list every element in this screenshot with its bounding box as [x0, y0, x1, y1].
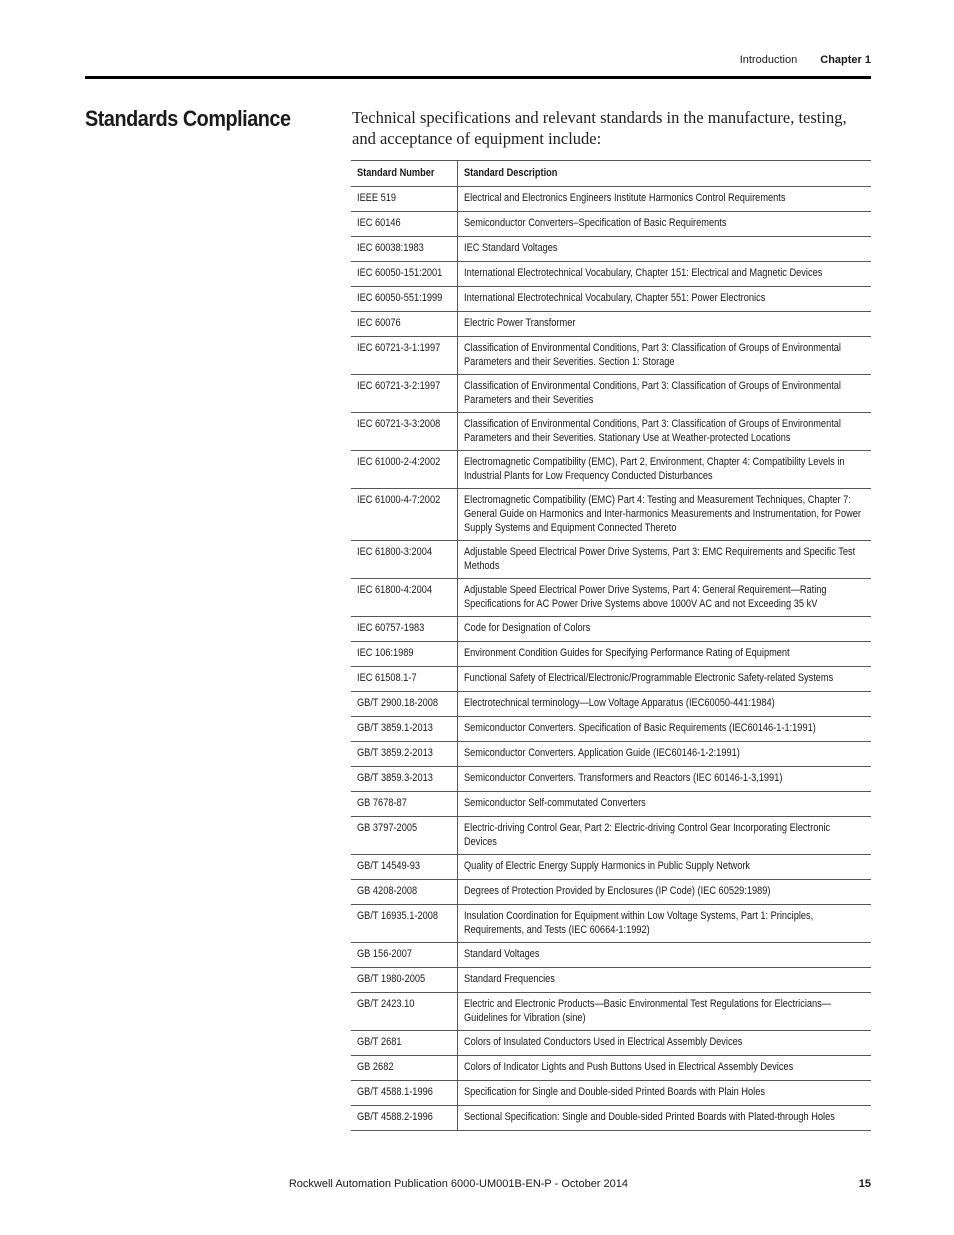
standard-description: Electrotechnical terminology—Low Voltage Apparatus (IEC60050-441:1984): [457, 692, 871, 717]
standard-description: Code for Designation of Colors: [457, 617, 871, 642]
table-row: [351, 968, 871, 993]
standard-number: IEC 61800-3:2004: [351, 541, 457, 579]
standard-description: Adjustable Speed Electrical Power Drive Systems, Part 3: EMC Requirements and Specific Test Methods: [457, 541, 871, 579]
standard-number: GB 4208-2008: [351, 880, 457, 905]
standard-description: Electric-driving Control Gear, Part 2: Electric-driving Control Gear Incorporating Electronic Devices: [457, 817, 871, 855]
standard-number: IEC 60721-3-2:1997: [351, 375, 457, 413]
standard-description: Electromagnetic Compatibility (EMC) Part 4: Testing and Measurement Techniques, Chapter 7: General Guide on Harmonics and Inter-harmonics Measurements and Instrumentation, for Power Supply Systems and Equipment Connected Thereto: [457, 489, 871, 541]
table-row: [351, 375, 871, 413]
standard-number: IEC 60050-551:1999: [351, 287, 457, 312]
header-right: [740, 54, 871, 66]
standard-number: IEC 60076: [351, 312, 457, 337]
table-row: [351, 579, 871, 617]
standard-number: GB/T 3859.2-2013: [351, 742, 457, 767]
table-row: [351, 187, 871, 212]
table-row: [351, 287, 871, 312]
table-row: [351, 489, 871, 541]
standard-description: Electrical and Electronics Engineers Institute Harmonics Control Requirements: [457, 187, 871, 212]
standard-number: IEC 61000-4-7:2002: [351, 489, 457, 541]
standard-description: International Electrotechnical Vocabulary, Chapter 151: Electrical and Magnetic Devices: [457, 262, 871, 287]
standard-number: GB/T 2681: [351, 1031, 457, 1056]
column-header-description: Standard Description: [457, 161, 871, 187]
standard-number: GB/T 1980-2005: [351, 968, 457, 993]
standard-number: GB 156-2007: [351, 943, 457, 968]
page-header: [85, 52, 871, 79]
standard-description: Electromagnetic Compatibility (EMC), Part 2, Environment, Chapter 4: Compatibility Levels in Industrial Plants for Low Frequency Conducted Disturbances: [457, 451, 871, 489]
table-row: [351, 717, 871, 742]
standards-table-body: [351, 187, 871, 1131]
standard-number: IEC 60721-3-1:1997: [351, 337, 457, 375]
standard-description: Standard Frequencies: [457, 968, 871, 993]
standard-description: Classification of Environmental Conditions, Part 3: Classification of Groups of Environmental Parameters and their Severities. Stationary Use at Weather-protected Locations: [457, 413, 871, 451]
standard-number: GB 7678-87: [351, 792, 457, 817]
standard-number: IEC 60050-151:2001: [351, 262, 457, 287]
footer-publication: Rockwell Automation Publication 6000-UM001B-EN-P - October 2014: [288, 1178, 628, 1190]
table-row: [351, 667, 871, 692]
table-row: [351, 262, 871, 287]
standard-number: GB/T 3859.1-2013: [351, 717, 457, 742]
table-row: [351, 617, 871, 642]
page-number: 15: [858, 1178, 871, 1190]
standard-description: Semiconductor Converters–Specification of Basic Requirements: [457, 212, 871, 237]
standard-description: Electric and Electronic Products—Basic Environmental Test Regulations for Electricians—Guidelines for Vibration (sine): [457, 993, 871, 1031]
standard-number: GB 2682: [351, 1056, 457, 1081]
standard-description: Semiconductor Converters. Specification of Basic Requirements (IEC60146-1-1:1991): [457, 717, 871, 742]
table-row: [351, 692, 871, 717]
standard-description: IEC Standard Voltages: [457, 237, 871, 262]
table-row: [351, 767, 871, 792]
standard-number: IEC 60721-3-3:2008: [351, 413, 457, 451]
table-row: [351, 943, 871, 968]
header-chapter: Chapter 1: [820, 54, 871, 66]
table-row: [351, 337, 871, 375]
standard-number: GB/T 2423.10: [351, 993, 457, 1031]
intro-paragraph: Technical specifications and relevant standards in the manufacture, testing, and acceptance of equipment include:: [352, 108, 847, 148]
standard-description: International Electrotechnical Vocabulary, Chapter 551: Power Electronics: [457, 287, 871, 312]
table-row: [351, 905, 871, 943]
standard-description: Electric Power Transformer: [457, 312, 871, 337]
standard-number: GB/T 3859.3-2013: [351, 767, 457, 792]
table-row: [351, 312, 871, 337]
table-row: [351, 451, 871, 489]
standard-description: Sectional Specification: Single and Double-sided Printed Boards with Plated-through Holes: [457, 1106, 871, 1131]
table-row: [351, 880, 871, 905]
standard-description: Semiconductor Self-commutated Converters: [457, 792, 871, 817]
standard-number: IEC 106:1989: [351, 642, 457, 667]
standard-number: IEC 60038:1983: [351, 237, 457, 262]
table-row: [351, 413, 871, 451]
standard-description: Functional Safety of Electrical/Electronic/Programmable Electronic Safety-related Systems: [457, 667, 871, 692]
standard-description: Colors of Insulated Conductors Used in Electrical Assembly Devices: [457, 1031, 871, 1056]
standards-table: [351, 160, 871, 1131]
standard-description: Classification of Environmental Conditions, Part 3: Classification of Groups of Environmental Parameters and their Severities: [457, 375, 871, 413]
standard-number: GB/T 4588.2-1996: [351, 1106, 457, 1131]
table-row: [351, 1106, 871, 1131]
table-row: [351, 792, 871, 817]
standard-number: GB/T 4588.1-1996: [351, 1081, 457, 1106]
standard-number: IEC 60757-1983: [351, 617, 457, 642]
standard-description: Semiconductor Converters. Application Guide (IEC60146-1-2:1991): [457, 742, 871, 767]
table-row: [351, 742, 871, 767]
table-row: [351, 993, 871, 1031]
standard-description: Degrees of Protection Provided by Enclosures (IP Code) (IEC 60529:1989): [457, 880, 871, 905]
table-row: [351, 817, 871, 855]
table-row: [351, 855, 871, 880]
table-row: [351, 642, 871, 667]
standard-number: GB/T 14549-93: [351, 855, 457, 880]
standard-description: Specification for Single and Double-sided Printed Boards with Plain Holes: [457, 1081, 871, 1106]
standard-description: Adjustable Speed Electrical Power Drive Systems, Part 4: General Requirement—Rating Specifications for AC Power Drive Systems above 1000V AC and not Exceeding 35 kV: [457, 579, 871, 617]
table-header-row: [351, 161, 871, 187]
standard-description: Semiconductor Converters. Transformers and Reactors (IEC 60146-1-3,1991): [457, 767, 871, 792]
table-row: [351, 1031, 871, 1056]
column-header-number: Standard Number: [351, 161, 457, 187]
standard-description: Standard Voltages: [457, 943, 871, 968]
table-row: [351, 237, 871, 262]
standard-description: Classification of Environmental Conditions, Part 3: Classification of Groups of Environmental Parameters and their Severities. Section 1: Storage: [457, 337, 871, 375]
table-row: [351, 1056, 871, 1081]
standard-number: IEC 61508.1-7: [351, 667, 457, 692]
standard-description: Environment Condition Guides for Specifying Performance Rating of Equipment: [457, 642, 871, 667]
table-row: [351, 1081, 871, 1106]
standard-number: GB 3797-2005: [351, 817, 457, 855]
standard-number: IEC 60146: [351, 212, 457, 237]
standard-description: Insulation Coordination for Equipment within Low Voltage Systems, Part 1: Principles, Requirements, and Tests (IEC 60664-1:1992): [457, 905, 871, 943]
standard-number: IEEE 519: [351, 187, 457, 212]
standard-number: GB/T 16935.1-2008: [351, 905, 457, 943]
standard-number: IEC 61800-4:2004: [351, 579, 457, 617]
standard-number: IEC 61000-2-4:2002: [351, 451, 457, 489]
section-title: Standards Compliance: [85, 106, 291, 131]
table-row: [351, 212, 871, 237]
table-row: [351, 541, 871, 579]
standard-description: Colors of Indicator Lights and Push Buttons Used in Electrical Assembly Devices: [457, 1056, 871, 1081]
header-section: Introduction: [739, 54, 798, 66]
standard-number: GB/T 2900.18-2008: [351, 692, 457, 717]
standard-description: Quality of Electric Energy Supply Harmonics in Public Supply Network: [457, 855, 871, 880]
